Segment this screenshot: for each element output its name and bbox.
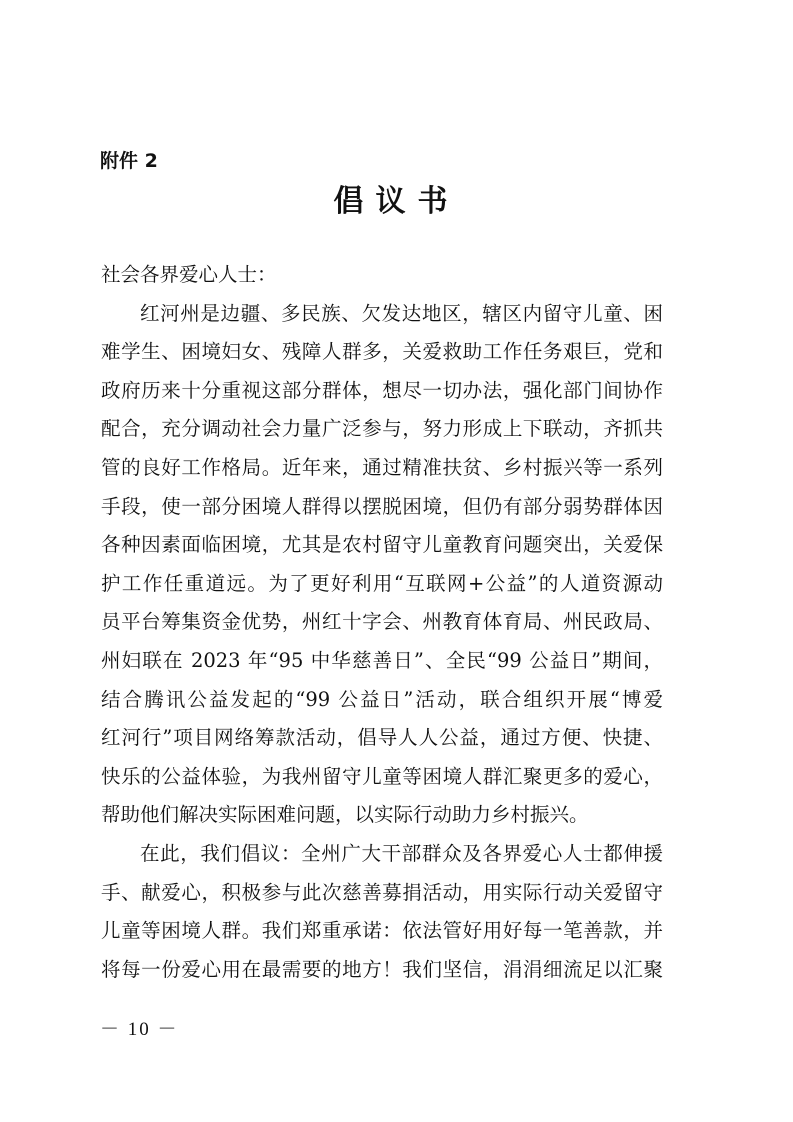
body-line: 红河州是边疆、多民族、欠发达地区，辖区内留守儿童、困 bbox=[140, 301, 663, 325]
salutation: 社会各界爱心人士： bbox=[101, 263, 277, 286]
body-line: 快乐的公益体验，为我州留守儿童等困境人群汇聚更多的爱心， bbox=[101, 764, 663, 788]
page-number: － 10 － bbox=[100, 1019, 179, 1040]
body-line: 结合腾讯公益发起的“99 公益日”活动，联合组织开展“博爱 bbox=[101, 687, 663, 711]
body-line: 各种因素面临困境，尤其是农村留守儿童教育问题突出，关爱保 bbox=[101, 533, 663, 557]
document-title: 倡议书 bbox=[333, 184, 460, 219]
body-line: 手、献爱心，积极参与此次慈善募捐活动，用实际行动关爱留守 bbox=[101, 880, 663, 904]
body-line: 将每一份爱心用在最需要的地方！我们坚信，涓涓细流足以汇聚 bbox=[101, 957, 663, 981]
body-line: 护工作任重道远。为了更好利用“互联网+公益”的人道资源动 bbox=[101, 571, 663, 595]
attachment-label: 附件 2 bbox=[100, 150, 158, 172]
body-line: 州妇联在 2023 年“95 中华慈善日”、全民“99 公益日”期间， bbox=[101, 648, 663, 672]
body-line: 难学生、困境妇女、残障人群多，关爱救助工作任务艰巨，党和 bbox=[101, 340, 663, 364]
body-line: 红河行”项目网络筹款活动，倡导人人公益，通过方便、快捷、 bbox=[101, 726, 663, 750]
body-line: 员平台筹集资金优势，州红十字会、州教育体育局、州民政局、 bbox=[101, 610, 663, 634]
body-line: 帮助他们解决实际困难问题，以实际行动助力乡村振兴。 bbox=[101, 803, 589, 827]
body-line: 配合，充分调动社会力量广泛参与，努力形成上下联动，齐抓共 bbox=[101, 417, 663, 441]
document-body bbox=[101, 256, 663, 989]
body-line: 管的良好工作格局。近年来，通过精准扶贫、乡村振兴等一系列 bbox=[101, 455, 663, 479]
body-line: 政府历来十分重视这部分群体，想尽一切办法，强化部门间协作 bbox=[101, 378, 663, 402]
body-line: 手段，使一部分困境人群得以摆脱困境，但仍有部分弱势群体因 bbox=[101, 494, 663, 518]
body-line: 儿童等困境人群。我们郑重承诺：依法管好用好每一笔善款，并 bbox=[101, 919, 663, 943]
body-line: 在此，我们倡议：全州广大干部群众及各界爱心人士都伸援 bbox=[140, 841, 663, 865]
